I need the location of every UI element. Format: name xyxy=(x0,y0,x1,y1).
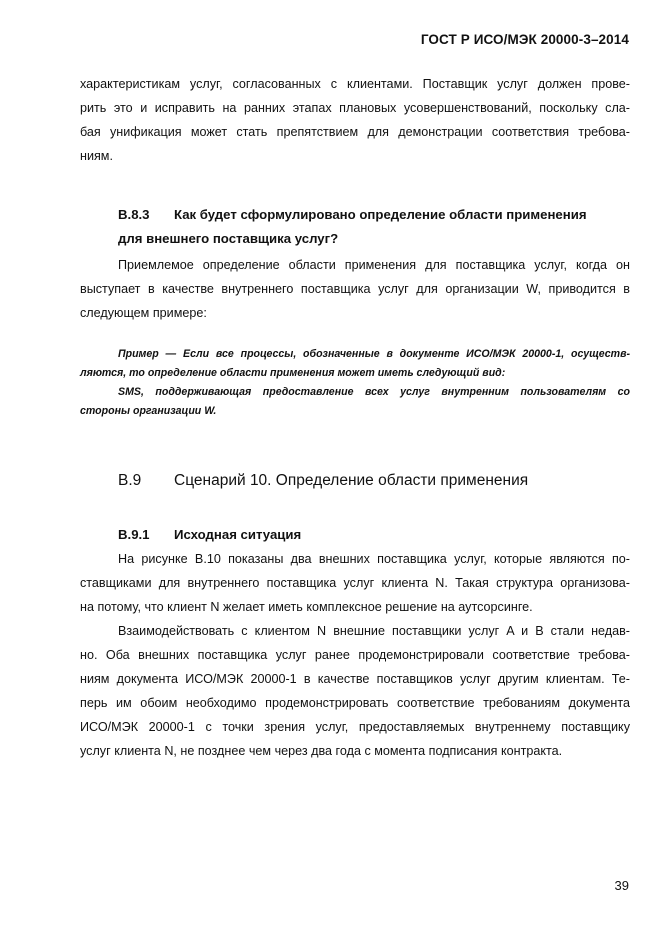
section-title-cont: для внешнего поставщика услуг? xyxy=(118,231,339,246)
text-line: Взаимодействовать с клиентом N внешние поставщики услуг A и B стали недав- xyxy=(118,624,630,638)
section-title: Исходная ситуация xyxy=(174,527,302,542)
text-line: ниям документа ИСО/МЭК 20000-1 в качестве поставщиков услуг другим клиентам. Те- xyxy=(80,672,630,686)
text-line: Приемлемое определение области применения для поставщика услуг, когда он xyxy=(118,258,630,272)
text-line: следующем примере: xyxy=(80,306,207,320)
text-line: но. Оба внешних поставщика услуг ранее продемонстрировали соответствие требова- xyxy=(80,648,630,662)
page-number: 39 xyxy=(614,878,629,893)
text-line: услуг клиента N, не позднее чем через два года с момента подписания контракта. xyxy=(80,744,563,758)
section-b91-paragraph-2 xyxy=(80,619,630,763)
section-title: Сценарий 10. Определение области применения xyxy=(174,472,529,489)
section-number: B.9.1 xyxy=(118,527,150,542)
text-line: ниям. xyxy=(80,149,113,163)
section-b91-heading xyxy=(118,523,630,547)
section-b91-paragraph-1 xyxy=(80,547,630,619)
text-line: SMS, поддерживающая предоставление всех услуг внутренним пользователям со xyxy=(118,386,630,398)
section-title: Как будет сформулировано определение области применения xyxy=(174,207,587,222)
text-line: рить это и исправить на ранних этапах плановых усовершенствований, поскольку сла- xyxy=(80,101,630,115)
text-line: Пример — Если все процессы, обозначенные в документе ИСО/МЭК 20000-1, осуществ- xyxy=(118,348,630,360)
text-line: перь им обоим необходимо продемонстрировать соответствие требованиям документа xyxy=(80,696,630,710)
text-line: на потому, что клиент N желает иметь комплексное решение на аутсорсинге. xyxy=(80,600,533,614)
text-line: ИСО/МЭК 20000-1 с точки зрения услуг, предоставляемых внутреннему поставщику xyxy=(80,720,630,734)
text-line: выступает в качестве внутреннего поставщика услуг для организации W, приводится в xyxy=(80,282,630,296)
text-line: стороны организации W. xyxy=(80,405,217,417)
text-line: бая унификация может стать препятствием для демонстрации соответствия требова- xyxy=(80,125,630,139)
text-line: ставщиками для внутреннего поставщика услуг клиента N. Такая структура организова- xyxy=(80,576,630,590)
text-line: На рисунке B.10 показаны два внешних поставщика услуг, которые являются по- xyxy=(118,552,630,566)
example-block xyxy=(80,345,630,421)
document-header: ГОСТ Р ИСО/МЭК 20000-3–2014 xyxy=(420,32,629,47)
section-number: B.9 xyxy=(118,472,142,489)
intro-paragraph xyxy=(80,72,630,168)
section-number: B.8.3 xyxy=(118,207,150,222)
text-line: ляются, то определение области применения может иметь следующий вид: xyxy=(80,367,506,379)
section-b83-heading xyxy=(118,203,630,251)
text-line: характеристикам услуг, согласованных с клиентами. Поставщик услуг должен прове- xyxy=(80,77,630,91)
section-b9-heading xyxy=(118,469,630,493)
section-b83-paragraph xyxy=(80,253,630,325)
